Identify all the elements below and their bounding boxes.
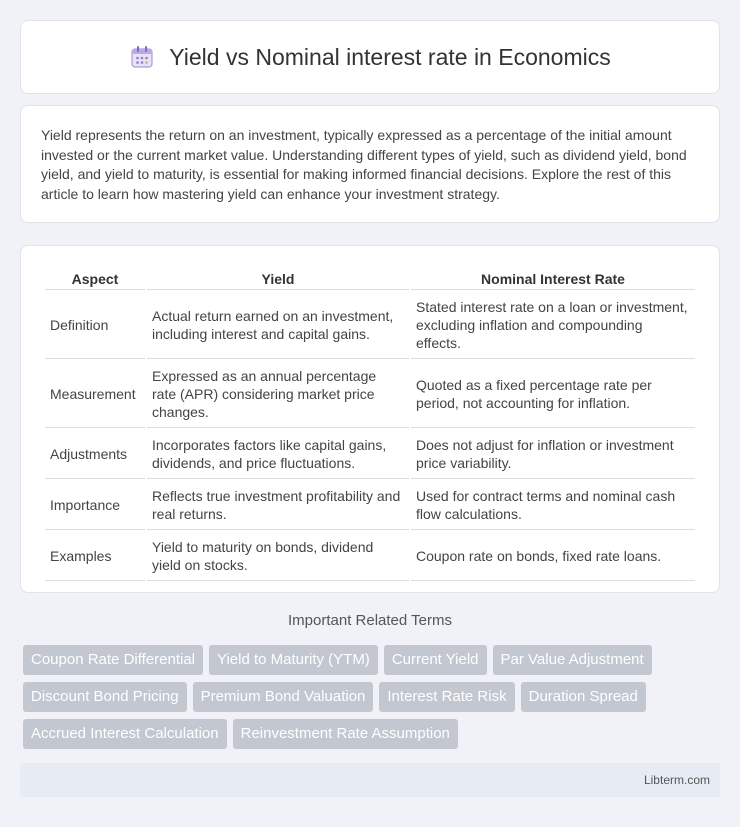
calendar-icon [129,44,155,70]
cell-nominal: Used for contract terms and nominal cash flow calculations. [411,481,695,530]
cell-yield: Expressed as an annual percentage rate (APR) considering market price changes. [147,361,409,428]
table-row [45,292,695,359]
cell-nominal: Stated interest rate on a loan or investment, excluding inflation and compounding effects. [411,292,695,359]
footer [20,763,720,797]
related-term-tag[interactable]: Accrued Interest Calculation [23,719,227,749]
cell-aspect: Adjustments [45,430,145,479]
related-term-tag[interactable]: Discount Bond Pricing [23,682,187,712]
intro-text: Yield represents the return on an investment, typically expressed as a percentage of the initial amount invested or the current market value. Understanding different types of yield, such as dividend yield, bond yield, and yield to maturity, is essential for making informed financial decisions. Explore the rest of this article to learn how mastering yield can enhance your investment strategy. [41,127,687,202]
cell-aspect: Importance [45,481,145,530]
cell-aspect: Measurement [45,361,145,428]
related-term-tag[interactable]: Par Value Adjustment [493,645,652,675]
table-row [45,361,695,428]
related-term-tag[interactable]: Coupon Rate Differential [23,645,203,675]
header-yield: Yield [147,266,409,290]
cell-yield: Yield to maturity on bonds, dividend yield on stocks. [147,532,409,581]
related-term-tag[interactable]: Current Yield [384,645,487,675]
cell-nominal: Quoted as a fixed percentage rate per period, not accounting for inflation. [411,361,695,428]
related-terms-title: Important Related Terms [288,612,452,629]
cell-nominal: Coupon rate on bonds, fixed rate loans. [411,532,695,581]
cell-yield: Reflects true investment profitability and real returns. [147,481,409,530]
title-card [20,20,720,94]
related-terms-list [23,645,723,749]
intro-card [20,105,720,223]
related-term-tag[interactable]: Duration Spread [521,682,646,712]
cell-nominal: Does not adjust for inflation or investment price variability. [411,430,695,479]
table-row [45,430,695,479]
cell-yield: Actual return earned on an investment, including interest and capital gains. [147,292,409,359]
page-title: Yield vs Nominal interest rate in Economics [169,43,611,70]
header-aspect: Aspect [45,266,145,290]
related-term-tag[interactable]: Premium Bond Valuation [193,682,374,712]
footer-brand[interactable]: Libterm.com [643,773,710,787]
header-nominal: Nominal Interest Rate [411,266,695,290]
cell-aspect: Examples [45,532,145,581]
table-row [45,481,695,530]
related-term-tag[interactable]: Yield to Maturity (YTM) [209,645,378,675]
related-term-tag[interactable]: Reinvestment Rate Assumption [233,719,458,749]
related-term-tag[interactable]: Interest Rate Risk [379,682,514,712]
table-header-row [45,266,695,290]
cell-aspect: Definition [45,292,145,359]
cell-yield: Incorporates factors like capital gains, dividends, and price fluctuations. [147,430,409,479]
comparison-table-card [20,245,720,593]
comparison-table [43,264,697,583]
table-row [45,532,695,581]
